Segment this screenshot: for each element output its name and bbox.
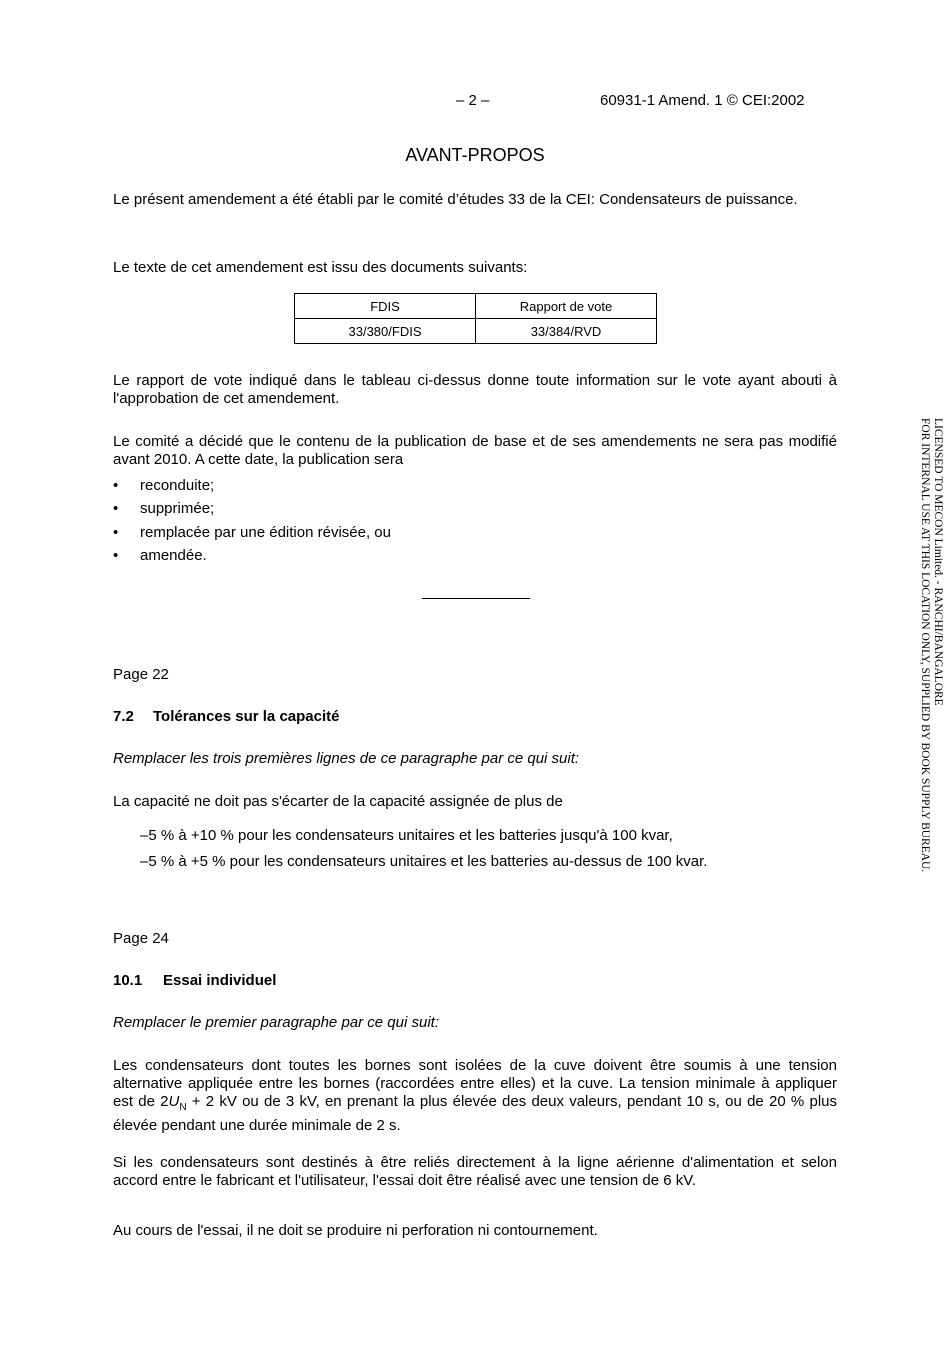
table-header-cell: FDIS <box>295 294 476 319</box>
section-title: Essai individuel <box>163 972 277 989</box>
foreword-title: AVANT-PROPOS <box>405 145 545 165</box>
body-text: + 2 kV ou de 3 kV, en prenant la plus élevée des deux valeurs, pendant 10 s, ou de 20 % plus élevée pendant une durée minimale de 2 s. <box>113 1093 837 1134</box>
table-cell: 33/380/FDIS <box>295 319 476 344</box>
document-reference: 60931-1 Amend. 1 © CEI:2002 <box>600 92 805 109</box>
list-item-text: reconduite; <box>140 477 215 494</box>
body-text: Les condensateurs dont toutes les bornes sont isolées de la cuve doivent être soumis à une tension alternative appliquée entre les bornes (raccordées entre elles) et la cuve. La tension minimale à appliquer est de 2 <box>113 1057 837 1110</box>
bullet-symbol: • <box>113 477 119 494</box>
foreword-paragraph-4: Le comité a décidé que le contenu de la publication de base et de ses amendements ne sera pas modifié avant 2010. A cette date, la publication sera <box>113 433 837 468</box>
page-reference: Page 24 <box>113 930 169 947</box>
license-note <box>918 418 944 872</box>
list-item: –5 % à +5 % pour les condensateurs unitaires et les batteries au-dessus de 100 kvar. <box>140 853 708 870</box>
table-header-row <box>295 294 657 319</box>
body-paragraph-1 <box>113 1057 837 1135</box>
body-text: La capacité ne doit pas s'écarter de la capacité assignée de plus de <box>113 793 563 810</box>
bullet-symbol: • <box>113 500 119 517</box>
section-number: 10.1 <box>113 972 143 989</box>
separator-rule <box>422 598 530 599</box>
foreword-paragraph-3: Le rapport de vote indiqué dans le tableau ci-dessus donne toute information sur le vote ayant abouti à l'approbation de cet amendement. <box>113 372 837 407</box>
list-item: –5 % à +10 % pour les condensateurs unitaires et les batteries jusqu'à 100 kvar, <box>140 827 673 844</box>
foreword-paragraph-1: Le présent amendement a été établi par le comité d’études 33 de la CEI: Condensateurs de puissance. <box>113 191 798 208</box>
instruction-text: Remplacer le premier paragraphe par ce qui suit: <box>113 1014 439 1031</box>
bullet-symbol: • <box>113 524 119 541</box>
page-number: – 2 – <box>456 92 490 109</box>
voltage-variable: U <box>168 1093 180 1110</box>
section-title: Tolérances sur la capacité <box>153 708 340 725</box>
table-row <box>295 319 657 344</box>
voltage-subscript: N <box>179 1102 187 1113</box>
section-heading <box>113 708 339 725</box>
license-note-line: LICENSED TO MECON Limited. - RANCHI/BANGALORE <box>932 418 944 706</box>
foreword-paragraph-2: Le texte de cet amendement est issu des documents suivants: <box>113 259 528 276</box>
body-paragraph-3: Au cours de l'essai, il ne doit se produire ni perforation ni contournement. <box>113 1222 598 1239</box>
body-paragraph-2: Si les condensateurs sont destinés à être reliés directement à la ligne aérienne d'alimentation et selon accord entre le fabricant et l'utilisateur, l'essai doit être réalisé avec une tension de 6 kV. <box>113 1154 837 1189</box>
list-item-text: remplacée par une édition révisée, ou <box>140 524 391 541</box>
page-reference: Page 22 <box>113 666 169 683</box>
bullet-symbol: • <box>113 547 119 564</box>
section-number: 7.2 <box>113 708 134 725</box>
table-header-cell: Rapport de vote <box>476 294 657 319</box>
license-note-line: FOR INTERNAL USE AT THIS LOCATION ONLY, SUPPLIED BY BOOK SUPPLY BUREAU. <box>919 418 931 873</box>
list-item-text: supprimée; <box>140 500 215 517</box>
section-heading <box>113 972 276 989</box>
voting-documents-table <box>294 293 657 344</box>
instruction-text: Remplacer les trois premières lignes de ce paragraphe par ce qui suit: <box>113 750 580 767</box>
list-item-text: amendée. <box>140 547 207 564</box>
table-cell: 33/384/RVD <box>476 319 657 344</box>
